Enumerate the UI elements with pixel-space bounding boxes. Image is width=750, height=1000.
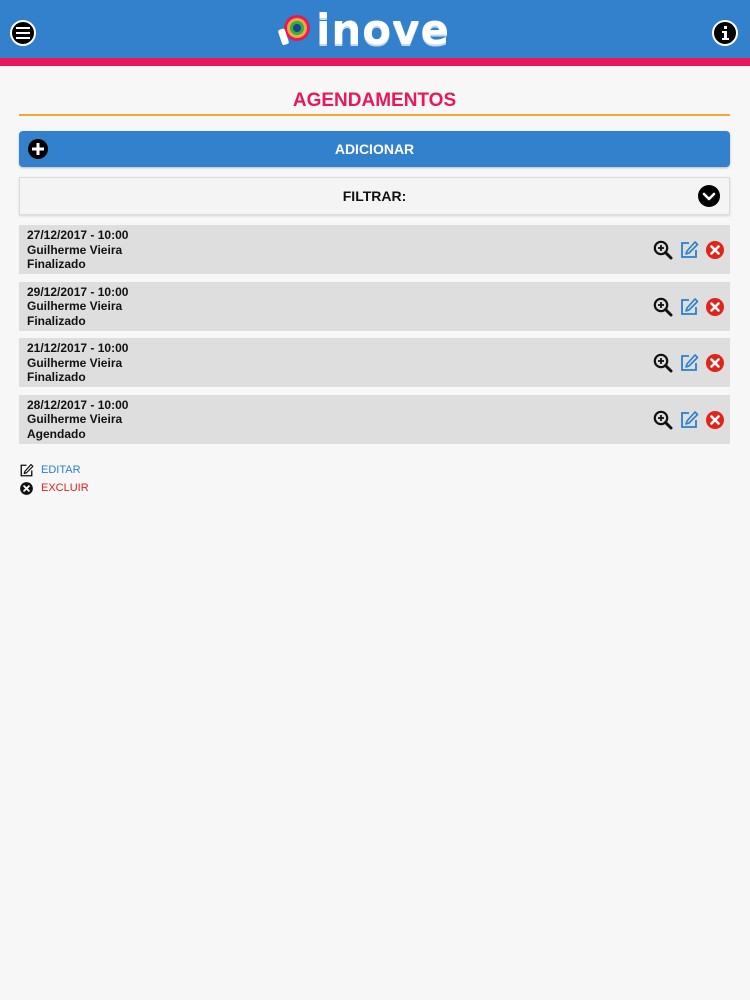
zoom-in-icon (653, 353, 673, 373)
edit-icon (679, 297, 699, 317)
appointment-client: Guilherme Vieira (27, 355, 123, 370)
menu-icon (16, 27, 30, 39)
legend-delete-label: EXCLUIR (41, 482, 89, 494)
info-icon (719, 26, 731, 40)
delete-button[interactable] (705, 353, 725, 373)
appointment-list (19, 225, 730, 451)
edit-button[interactable] (679, 353, 699, 373)
zoom-in-icon (653, 410, 673, 430)
view-button[interactable] (653, 410, 673, 430)
logo-mark-icon (278, 11, 312, 47)
plus-circle-icon (28, 139, 48, 159)
view-button[interactable] (653, 297, 673, 317)
edit-button[interactable] (679, 410, 699, 430)
filter-label: FILTRAR: (342, 188, 407, 204)
actions-legend (19, 461, 89, 497)
legend-edit (19, 461, 89, 479)
appointment-datetime: 29/12/2017 - 10:00 (27, 284, 129, 299)
appointment-row[interactable] (19, 395, 730, 444)
filter-toggle[interactable] (19, 177, 730, 215)
legend-edit-label: EDITAR (41, 464, 81, 476)
delete-icon (705, 297, 725, 317)
app-logo (278, 6, 478, 52)
appointment-datetime: 21/12/2017 - 10:00 (27, 341, 129, 355)
edit-button[interactable] (679, 297, 699, 317)
appointment-status: Agendado (27, 426, 86, 441)
appointment-datetime: 27/12/2017 - 10:00 (27, 228, 129, 242)
view-button[interactable] (653, 353, 673, 373)
delete-button[interactable] (705, 240, 725, 260)
chevron-down-icon (698, 185, 720, 207)
menu-button[interactable] (10, 20, 36, 46)
delete-button[interactable] (705, 410, 725, 430)
edit-icon (679, 410, 699, 430)
zoom-in-icon (653, 240, 673, 260)
edit-icon (19, 463, 34, 478)
add-button-label: ADICIONAR (334, 141, 415, 157)
edit-button[interactable] (679, 240, 699, 260)
appointment-client: Guilherme Vieira (27, 299, 123, 313)
delete-icon (705, 240, 725, 260)
appointment-row[interactable] (19, 225, 730, 274)
legend-delete (19, 479, 89, 497)
title-divider (19, 114, 730, 116)
zoom-in-icon (653, 297, 673, 317)
logo-text: inove (316, 4, 451, 54)
appointment-datetime: 28/12/2017 - 10:00 (27, 397, 129, 412)
appointment-status: Finalizado (27, 257, 86, 271)
delete-icon (705, 353, 725, 373)
page-title: AGENDAMENTOS (292, 90, 457, 111)
appointment-client: Guilherme Vieira (27, 242, 123, 257)
header-accent-stripe (0, 58, 750, 66)
edit-icon (679, 240, 699, 260)
app-header (0, 0, 750, 58)
delete-icon (705, 410, 725, 430)
info-button[interactable] (712, 20, 738, 46)
appointment-status: Finalizado (27, 313, 86, 328)
delete-button[interactable] (705, 297, 725, 317)
appointment-row[interactable] (19, 282, 730, 331)
close-circle-icon (19, 481, 34, 496)
view-button[interactable] (653, 240, 673, 260)
appointment-client: Guilherme Vieira (27, 412, 123, 426)
appointment-row[interactable] (19, 338, 730, 387)
add-button[interactable] (19, 131, 730, 167)
edit-icon (679, 353, 699, 373)
appointment-status: Finalizado (27, 370, 86, 384)
